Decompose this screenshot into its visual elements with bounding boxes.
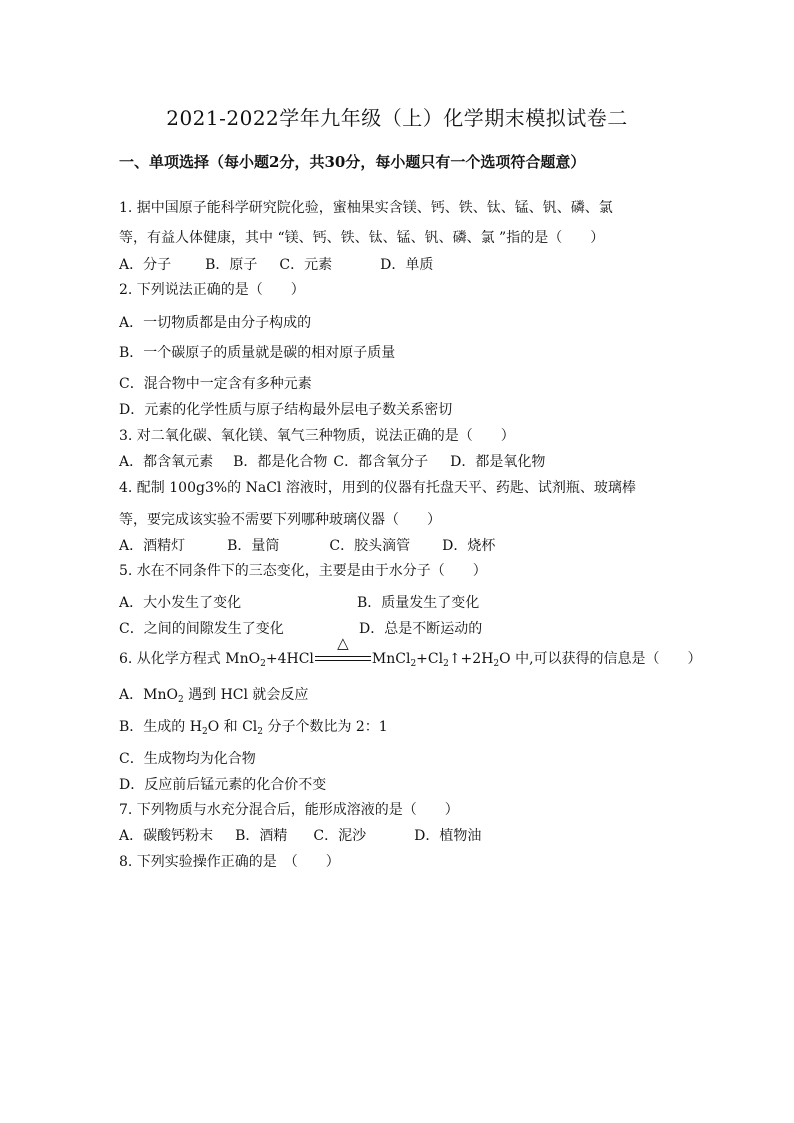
- q6-suffix: 中,可以获得的信息是（ ）: [510, 651, 702, 667]
- q4-option-a: A．酒精灯: [119, 538, 186, 554]
- q3-option-b: B．都是化合物: [233, 454, 328, 470]
- q3-option-c: C．都含氧分子: [333, 454, 429, 470]
- q1-option-b: B．原子: [205, 257, 258, 273]
- eq-subscript: 2: [260, 659, 266, 669]
- q4-options: [119, 537, 495, 555]
- q5-option-d: D．总是不断运动的: [359, 621, 483, 637]
- q6-option-d: D．反应前后锰元素的化合价不变: [119, 777, 327, 793]
- eq-reactant-mno: MnO: [225, 651, 261, 667]
- q5-option-a: A．大小发生了变化: [119, 595, 242, 611]
- q1-option-c: C．元素: [279, 257, 333, 273]
- reaction-arrow: [315, 634, 371, 666]
- q4-option-b: B．量筒: [227, 538, 280, 554]
- exam-title: 2021-2022学年九年级（上）化学期末模拟试卷二: [166, 106, 628, 130]
- q6-option-a-sub: 2: [177, 695, 184, 705]
- q7-option-b: B．酒精: [235, 828, 288, 844]
- eq-subscript: 2: [493, 659, 500, 669]
- q6-stem: [119, 634, 702, 669]
- q1-options: [119, 256, 433, 274]
- q7-options: [119, 827, 481, 845]
- section-heading: 一、单项选择（每小题2分，共30分，每小题只有一个选项符合题意）: [119, 153, 586, 171]
- q1-option-a: A．分子: [119, 257, 172, 273]
- q8-stem: 8. 下列实验操作正确的是 （ ）: [119, 854, 340, 870]
- q5-option-c: C．之间的间隙发生了变化: [119, 621, 284, 637]
- q2-stem: 2. 下列说法正确的是（ ）: [119, 282, 305, 298]
- q1-line2: 等，有益人体健康，其中 “镁、钙、铁、钛、锰、钒、磷、氯 ”指的是（ ）: [119, 230, 605, 246]
- q5-option-b: B．质量发生了变化: [357, 595, 480, 611]
- q7-stem: 7. 下列物质与水充分混合后，能形成溶液的是（ ）: [119, 802, 459, 818]
- q6-option-b-part: 分子个数比为 2：1: [263, 719, 388, 735]
- q5-options-row1: [119, 594, 479, 612]
- q2-option-d: D．元素的化学性质与原子结构最外层电子数关系密切: [119, 402, 453, 418]
- q3-stem: 3. 对二氧化碳、氧化镁、氧气三种物质，说法正确的是（ ）: [119, 428, 515, 444]
- eq-product-mncl: MnCl: [371, 651, 411, 667]
- q6-option-b-part: O 和 Cl: [207, 719, 258, 735]
- q5-options-row2: [119, 620, 482, 638]
- eq-product-h: ↑+2H: [448, 651, 494, 667]
- q7-option-a: A．碳酸钙粉末: [119, 828, 214, 844]
- q7-option-c: C．泥沙: [313, 828, 367, 844]
- q6-option-b-sub: 2: [257, 727, 263, 737]
- q1-option-d: D．单质: [380, 257, 434, 273]
- q6-option-b: [119, 718, 388, 736]
- eq-reactant-hcl: +4HCl: [265, 651, 314, 667]
- q6-option-a: [119, 686, 308, 704]
- q5-stem: 5. 水在不同条件下的三态变化，主要是由于水分子（ ）: [119, 563, 487, 579]
- q1-line1: 1. 据中国原子能科学研究院化验，蜜柚果实含镁、钙、铁、钛、锰、钒、磷、氯: [119, 200, 613, 216]
- eq-subscript: 2: [443, 659, 449, 669]
- q3-option-a: A．都含氧元素: [119, 454, 214, 470]
- chemical-equation: [225, 634, 511, 669]
- q2-option-c: C．混合物中一定含有多种元素: [119, 376, 312, 392]
- q6-option-c: C．生成物均为化合物: [119, 751, 256, 767]
- q6-option-a-part: A．MnO: [119, 687, 178, 703]
- heating-condition-icon: △: [337, 634, 349, 652]
- q2-option-a: A．一切物质都是由分子构成的: [119, 315, 312, 331]
- q4-line2: 等，要完成该实验不需要下列哪种玻璃仪器（ ）: [119, 512, 441, 528]
- q4-option-d: D．烧杯: [442, 538, 496, 554]
- eq-product-o: O: [499, 651, 511, 667]
- q6-option-b-part: B．生成的 H: [119, 719, 202, 735]
- q6-option-b-sub: 2: [201, 727, 208, 737]
- q4-option-c: C．胶头滴管: [329, 538, 411, 554]
- q7-option-d: D．植物油: [414, 828, 482, 844]
- eq-product-cl: +Cl: [416, 651, 444, 667]
- q6-option-a-part: 遇到 HCl 就会反应: [183, 687, 309, 703]
- q2-option-b: B．一个碳原子的质量就是碳的相对原子质量: [119, 345, 396, 361]
- q3-options: [119, 453, 545, 471]
- q4-line1: 4. 配制 100g3%的 NaCl 溶液时，用到的仪器有托盘天平、药匙、试剂瓶、玻璃棒: [119, 480, 636, 496]
- q6-prefix: 6. 从化学方程式: [119, 651, 226, 667]
- q3-option-d: D．都是氧化物: [450, 454, 546, 470]
- eq-subscript: 2: [410, 659, 417, 669]
